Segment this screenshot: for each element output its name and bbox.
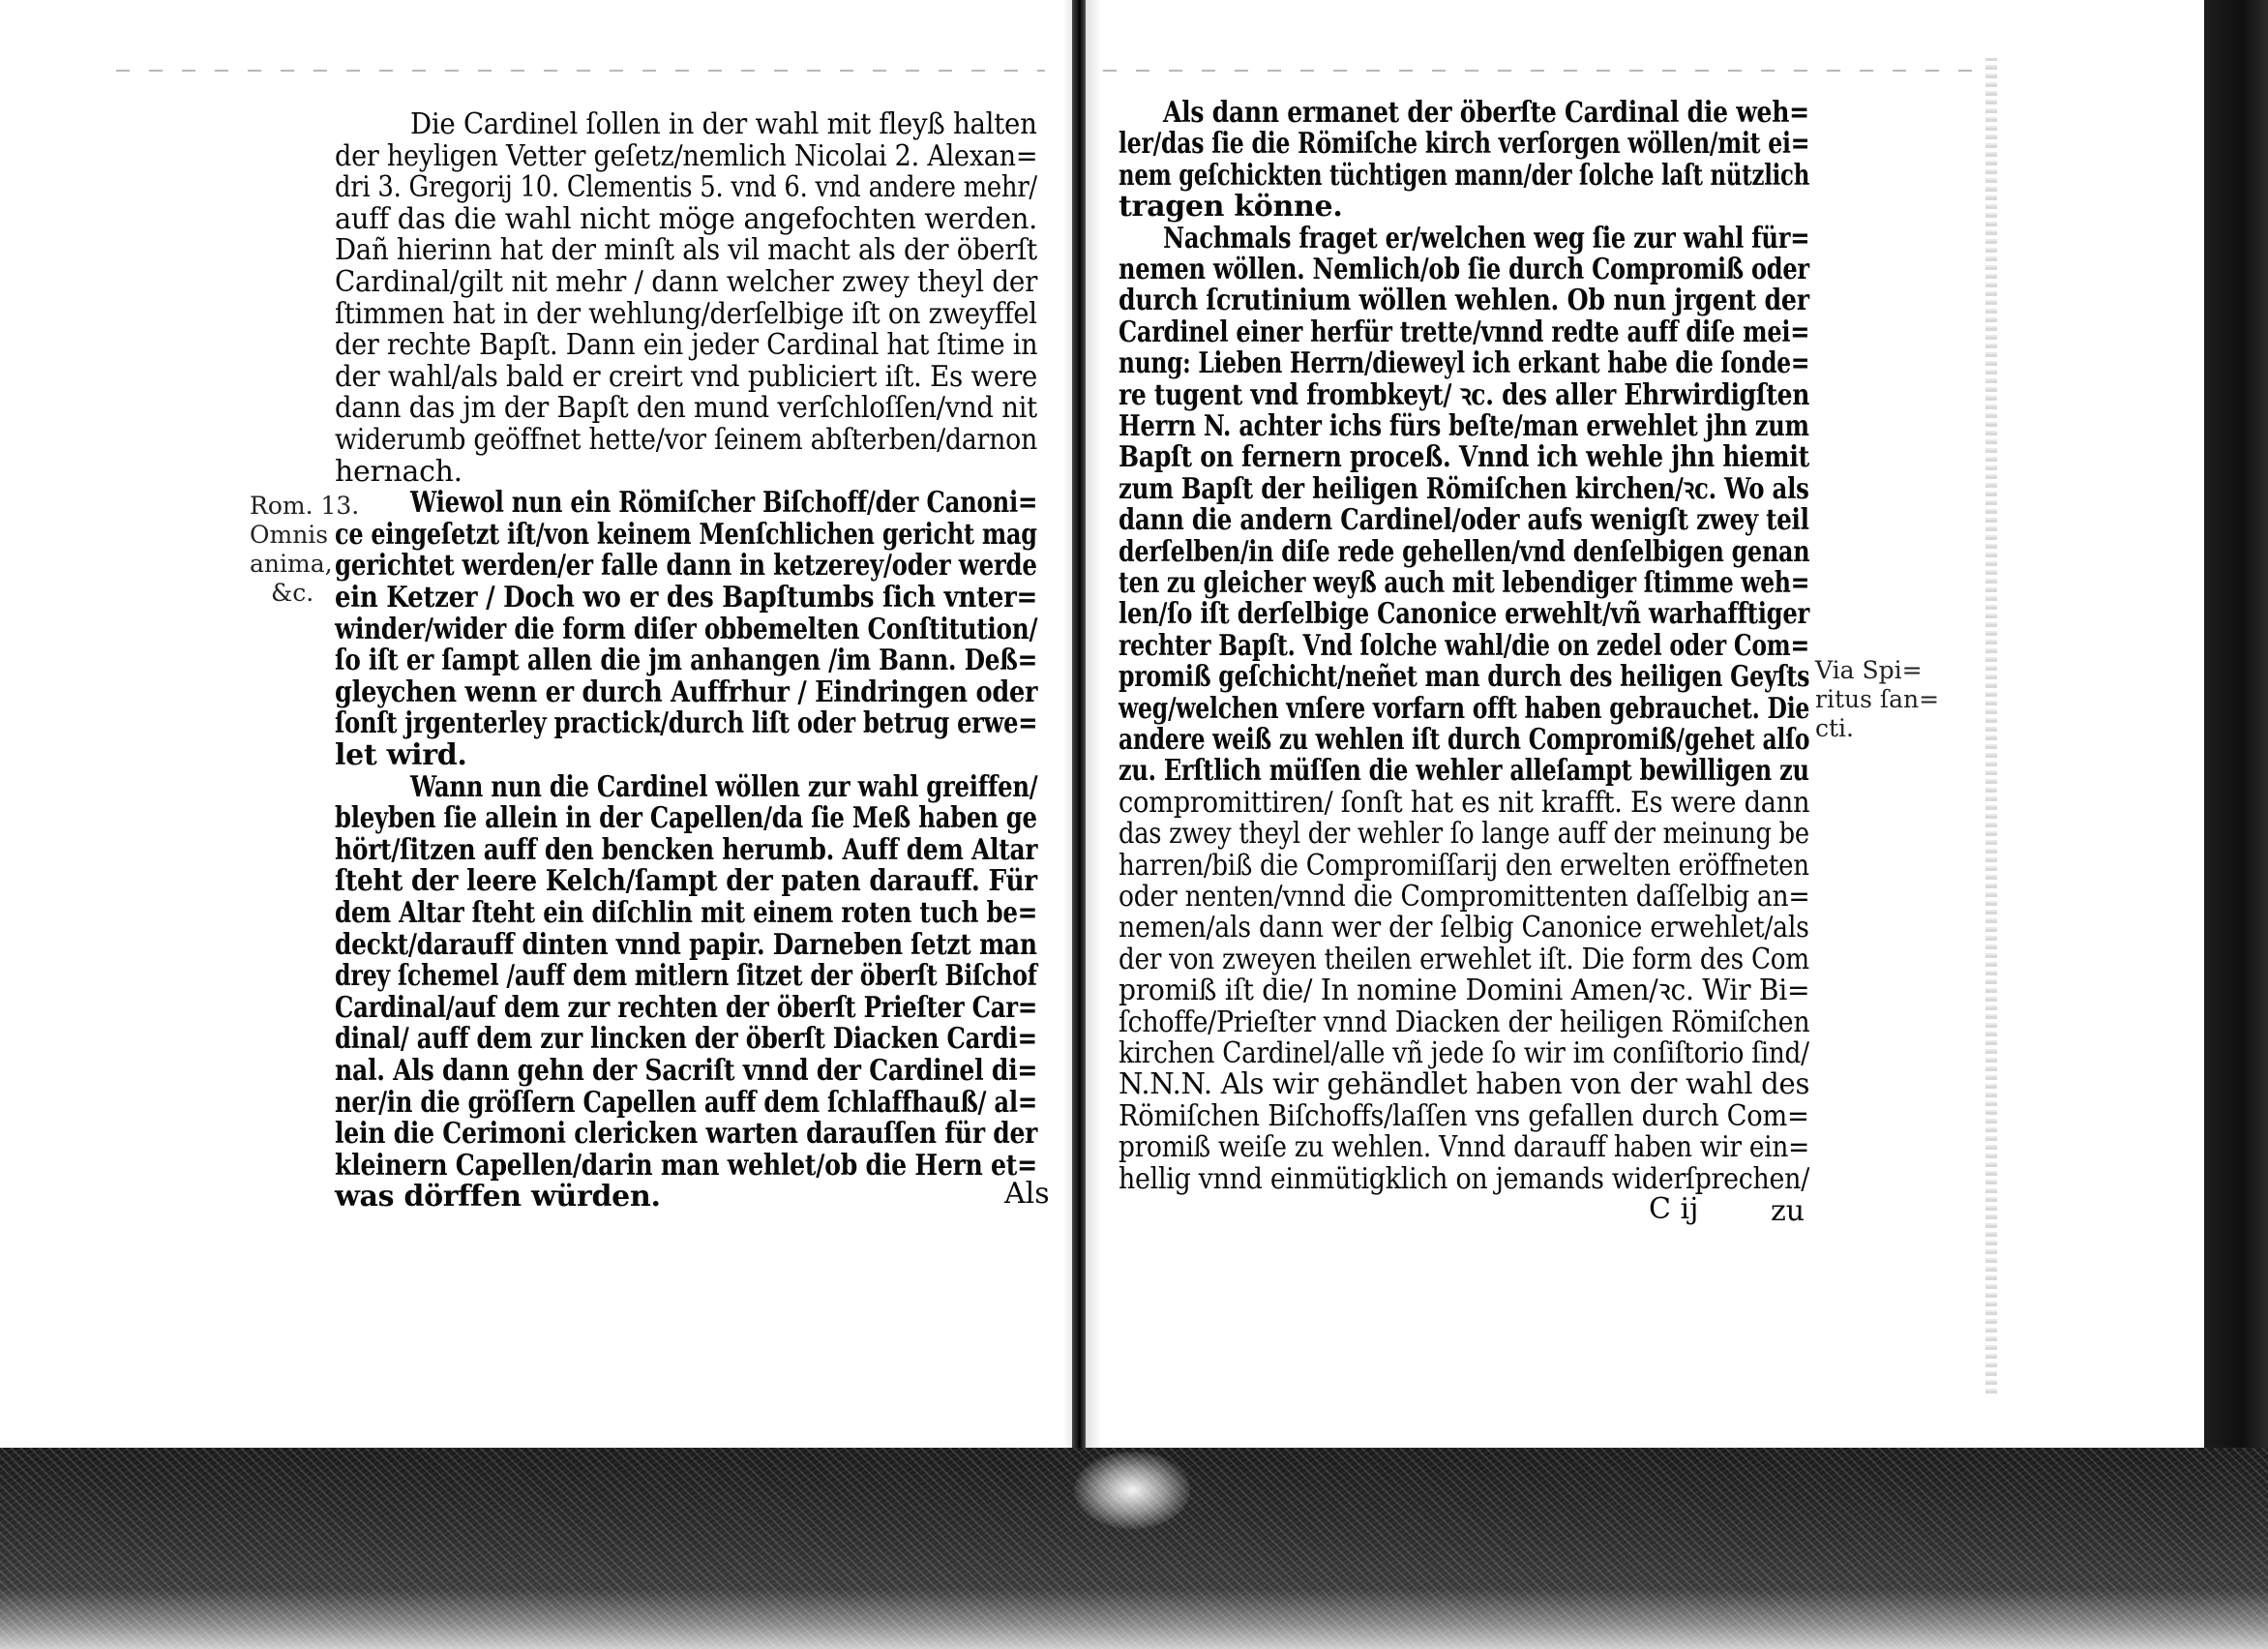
text-line: Die Cardinel ſollen in der wahl mit fleyß halten [410, 107, 1037, 141]
left-catchword: Als [1004, 1177, 1050, 1211]
text-line: ner/in die gröſſern Capellen auff dem ſchlaffhauß/ al= [335, 1085, 1037, 1120]
text-line: Cardinal/auf dem zur rechten der öberſt Prieſter Car= [335, 990, 1037, 1025]
text-line: durch ſcrutinium wöllen wehlen. Ob nun jrgent der [1119, 284, 1809, 318]
text-line: auff das die wahl nicht möge angefochten werden. [335, 201, 1038, 236]
text-line: Wann nun die Cardinel wöllen zur wahl greiffen/ [410, 769, 1038, 804]
text-line: dem Altar ſteht ein diſchlin mit einem roten tuch be= [335, 896, 1038, 930]
book-spine [1072, 0, 1086, 1452]
text-line: der rechte Bapſt. Dann ein jeder Cardinal hat ſtime in [335, 328, 1038, 363]
text-line: weg/welchen vnſere vorfarn offt haben gebrauchet. Die [1119, 691, 1810, 726]
text-line: ſteht der leere Kelch/ſampt der paten darauff. Für [335, 864, 1037, 899]
text-line: andere weiß zu wehlen iſt durch Compromiß/gehet alſo [1119, 723, 1810, 757]
text-line: ten zu gleicher weyß auch mit lebendiger ſtimme weh= [1119, 566, 1810, 600]
text-line: Cardinal/gilt nit mehr / dann welcher zwey theyl der [335, 265, 1038, 299]
margin-note-line: cti. [1815, 714, 1854, 742]
signature-mark: C ij [1649, 1192, 1699, 1226]
text-line: lein die Cerimoni clericken warten darauſſen für der [335, 1117, 1038, 1152]
text-line: derſelben/in diſe rede gehellen/vnd denſelbigen genan [1119, 534, 1810, 569]
text-line: hernach. [335, 454, 463, 489]
text-line: dri 3. Gregorij 10. Clementis 5. vnd 6. vnd andere mehr/ [335, 170, 1037, 205]
text-line: oder nenten/vnnd die Compromittenten daſſelbig an= [1119, 880, 1810, 914]
text-line: nemen wöllen. Nemlich/ob ſie durch Compromiß oder [1119, 253, 1809, 286]
text-line: Nachmals fraget er/welchen weg ſie zur wahl für= [1163, 221, 1810, 255]
text-line: dann das jm der Bapſt den mund verſchloſſen/vnd nit [335, 391, 1037, 426]
text-line: ſonſt jrgenterley practick/durch liſt oder betrug erwe= [335, 706, 1038, 741]
text-line: promiß weiſe zu wehlen. Vnnd darauff haben wir ein= [1119, 1130, 1809, 1165]
page-stack-edge [1985, 58, 1997, 1394]
text-line: Dañ hierinn hat der minſt als vil macht als der öberſt [335, 233, 1037, 268]
right-margin-note [1815, 656, 1939, 743]
text-line: re tugent vnd frombkeyt/ ꝛc. des aller Ehrwirdigſten [1119, 377, 1810, 412]
text-line: dann die andern Cardinel/oder aufs wenigſt zwey teil [1119, 503, 1809, 538]
text-line: nal. Als dann gehn der Sacriſt vnnd der Cardinel di= [335, 1054, 1038, 1088]
text-line: nemen/als dann wer der ſelbig Canonice erwehlet/als [1119, 911, 1809, 945]
text-line: len/ſo iſt derſelbige Canonice erwehlt/vñ warhafftiger [1119, 597, 1810, 632]
text-line: kirchen Cardinel/alle vñ jede ſo wir im conſiſtorio ſind/ [1119, 1036, 1809, 1070]
text-line: promiß iſt die/ In nomine Domini Amen/ꝛc. Wir Bi= [1119, 974, 1810, 1008]
text-line: winder/wider die form diſer obbemelten Conſtitution/ [335, 612, 1038, 646]
text-line: rechter Bapſt. Vnd ſolche wahl/die on zedel oder Com= [1119, 628, 1809, 663]
text-line: widerumb geöffnet hette/vor ſeinem abſterben/darnon [335, 423, 1038, 457]
text-line: compromittiren/ ſonſt hat es nit krafft. Es were dann [1119, 785, 1810, 820]
scanner-edge [2204, 0, 2268, 1649]
text-line: N.N.N. Als wir gehändlet haben von der wahl des [1119, 1067, 1810, 1102]
text-line: drey ſchemel /auff dem mitlern ſitzet der öberſt Biſchof [335, 959, 1037, 994]
text-line: das zwey theyl der wehler ſo lange auff der meinung be [1119, 817, 1809, 852]
margin-note-line: Omnis [250, 521, 329, 549]
margin-note-line: Rom. 13. [250, 492, 360, 520]
margin-note-line: anima, [250, 550, 333, 578]
margin-note-line: Via Spi= [1815, 656, 1923, 684]
text-line: dinal/ auff dem zur lincken der öberſt Diacken Cardi= [335, 1022, 1037, 1057]
text-line: ſo iſt er ſampt allen die jm anhangen /im Bann. Deß= [335, 644, 1038, 678]
text-line: der von zweyen theilen erwehlet iſt. Die form des Com [1119, 942, 1809, 976]
margin-note-line: &c. [271, 579, 314, 607]
text-line: ce eingeſetzt iſt/von keinem Menſchlichen gericht mag [335, 517, 1037, 552]
text-line: der wahl/als bald er creirt vnd publiciert iſt. Es were [335, 359, 1038, 394]
text-line: Cardinel einer herfür trette/vnnd redte auff diſe mei= [1119, 315, 1810, 349]
margin-note-line: ritus ſan= [1815, 685, 1940, 713]
left-margin-note [250, 492, 359, 608]
text-line: zu. Erſtlich müſſen die wehler alleſampt bewilligen zu [1119, 754, 1809, 789]
text-line: hellig vnnd einmütigklich on jemands widerſprechen/ [1119, 1161, 1809, 1196]
text-line: Herrn N. achter ichs fürs beſte/man erwehlet jhn zum [1119, 409, 1809, 443]
text-line: nung: Lieben Herrn/dieweyl ich erkant habe die ſonde= [1119, 346, 1810, 381]
text-line: Als dann ermanet der öberſte Cardinal die weh= [1163, 96, 1809, 130]
text-line: deckt/darauff dinten vnnd papir. Darneben ſetzt man [335, 927, 1037, 962]
light-glare [1074, 1452, 1190, 1529]
text-line: kleinern Capellen/darin man wehlet/ob die Hern et= [335, 1148, 1037, 1183]
text-line: der heyligen Vetter geſetz/nemlich Nicolai 2. Alexan= [335, 138, 1038, 173]
text-line: gerichtet werden/er falle dann in ketzerey/oder werde [335, 549, 1037, 584]
text-line: ein Ketzer / Doch wo er des Bapſtumbs ſich vnter= [335, 581, 1038, 615]
text-line: was dörffen würden. [335, 1180, 661, 1214]
text-line: gleychen wenn er durch Auffrhur / Eindringen oder [335, 675, 1038, 709]
text-line: nem geſchickten tüchtigen mann/der ſolche laſt nützlich [1119, 158, 1810, 193]
text-line: Römiſchen Biſchoffs/laſſen vns gefallen durch Com= [1119, 1098, 1809, 1133]
text-line: hört/ſitzen auff den bencken herumb. Auff dem Altar [335, 832, 1038, 867]
text-line: promiß geſchicht/neñet man durch des heiligen Geyſts [1119, 660, 1810, 695]
page-edge-trace [1103, 70, 1974, 72]
text-line: ſchoffe/Prieſter vnnd Diacken der heiligen Römiſchen [1119, 1004, 1810, 1039]
text-line: zum Bapſt der heiligen Römiſchen kirchen/ꝛc. Wo als [1119, 471, 1809, 506]
text-line: ler/das ſie die Römiſche kirch verſorgen wöllen/mit ei= [1119, 127, 1810, 162]
page-edge-trace [116, 70, 1045, 72]
text-line: let wird. [335, 738, 467, 772]
text-line: Bapſt on fernern proceß. Vnnd ich wehle jhn hiemit [1119, 440, 1809, 475]
text-line: ſtimmen hat in der wehlung/derſelbige iſt on zweyffel [335, 296, 1037, 331]
text-line: tragen könne. [1119, 190, 1343, 225]
text-line: Wiewol nun ein Römiſcher Biſchoff/der Canoni= [410, 486, 1038, 521]
right-catchword: zu [1771, 1194, 1805, 1228]
text-line: harren/biß die Compromiſſarij den erwelten eröffneten [1119, 848, 1809, 883]
text-line: bleyben ſie allein in der Capellen/da ſie Meß haben ge [335, 801, 1037, 836]
